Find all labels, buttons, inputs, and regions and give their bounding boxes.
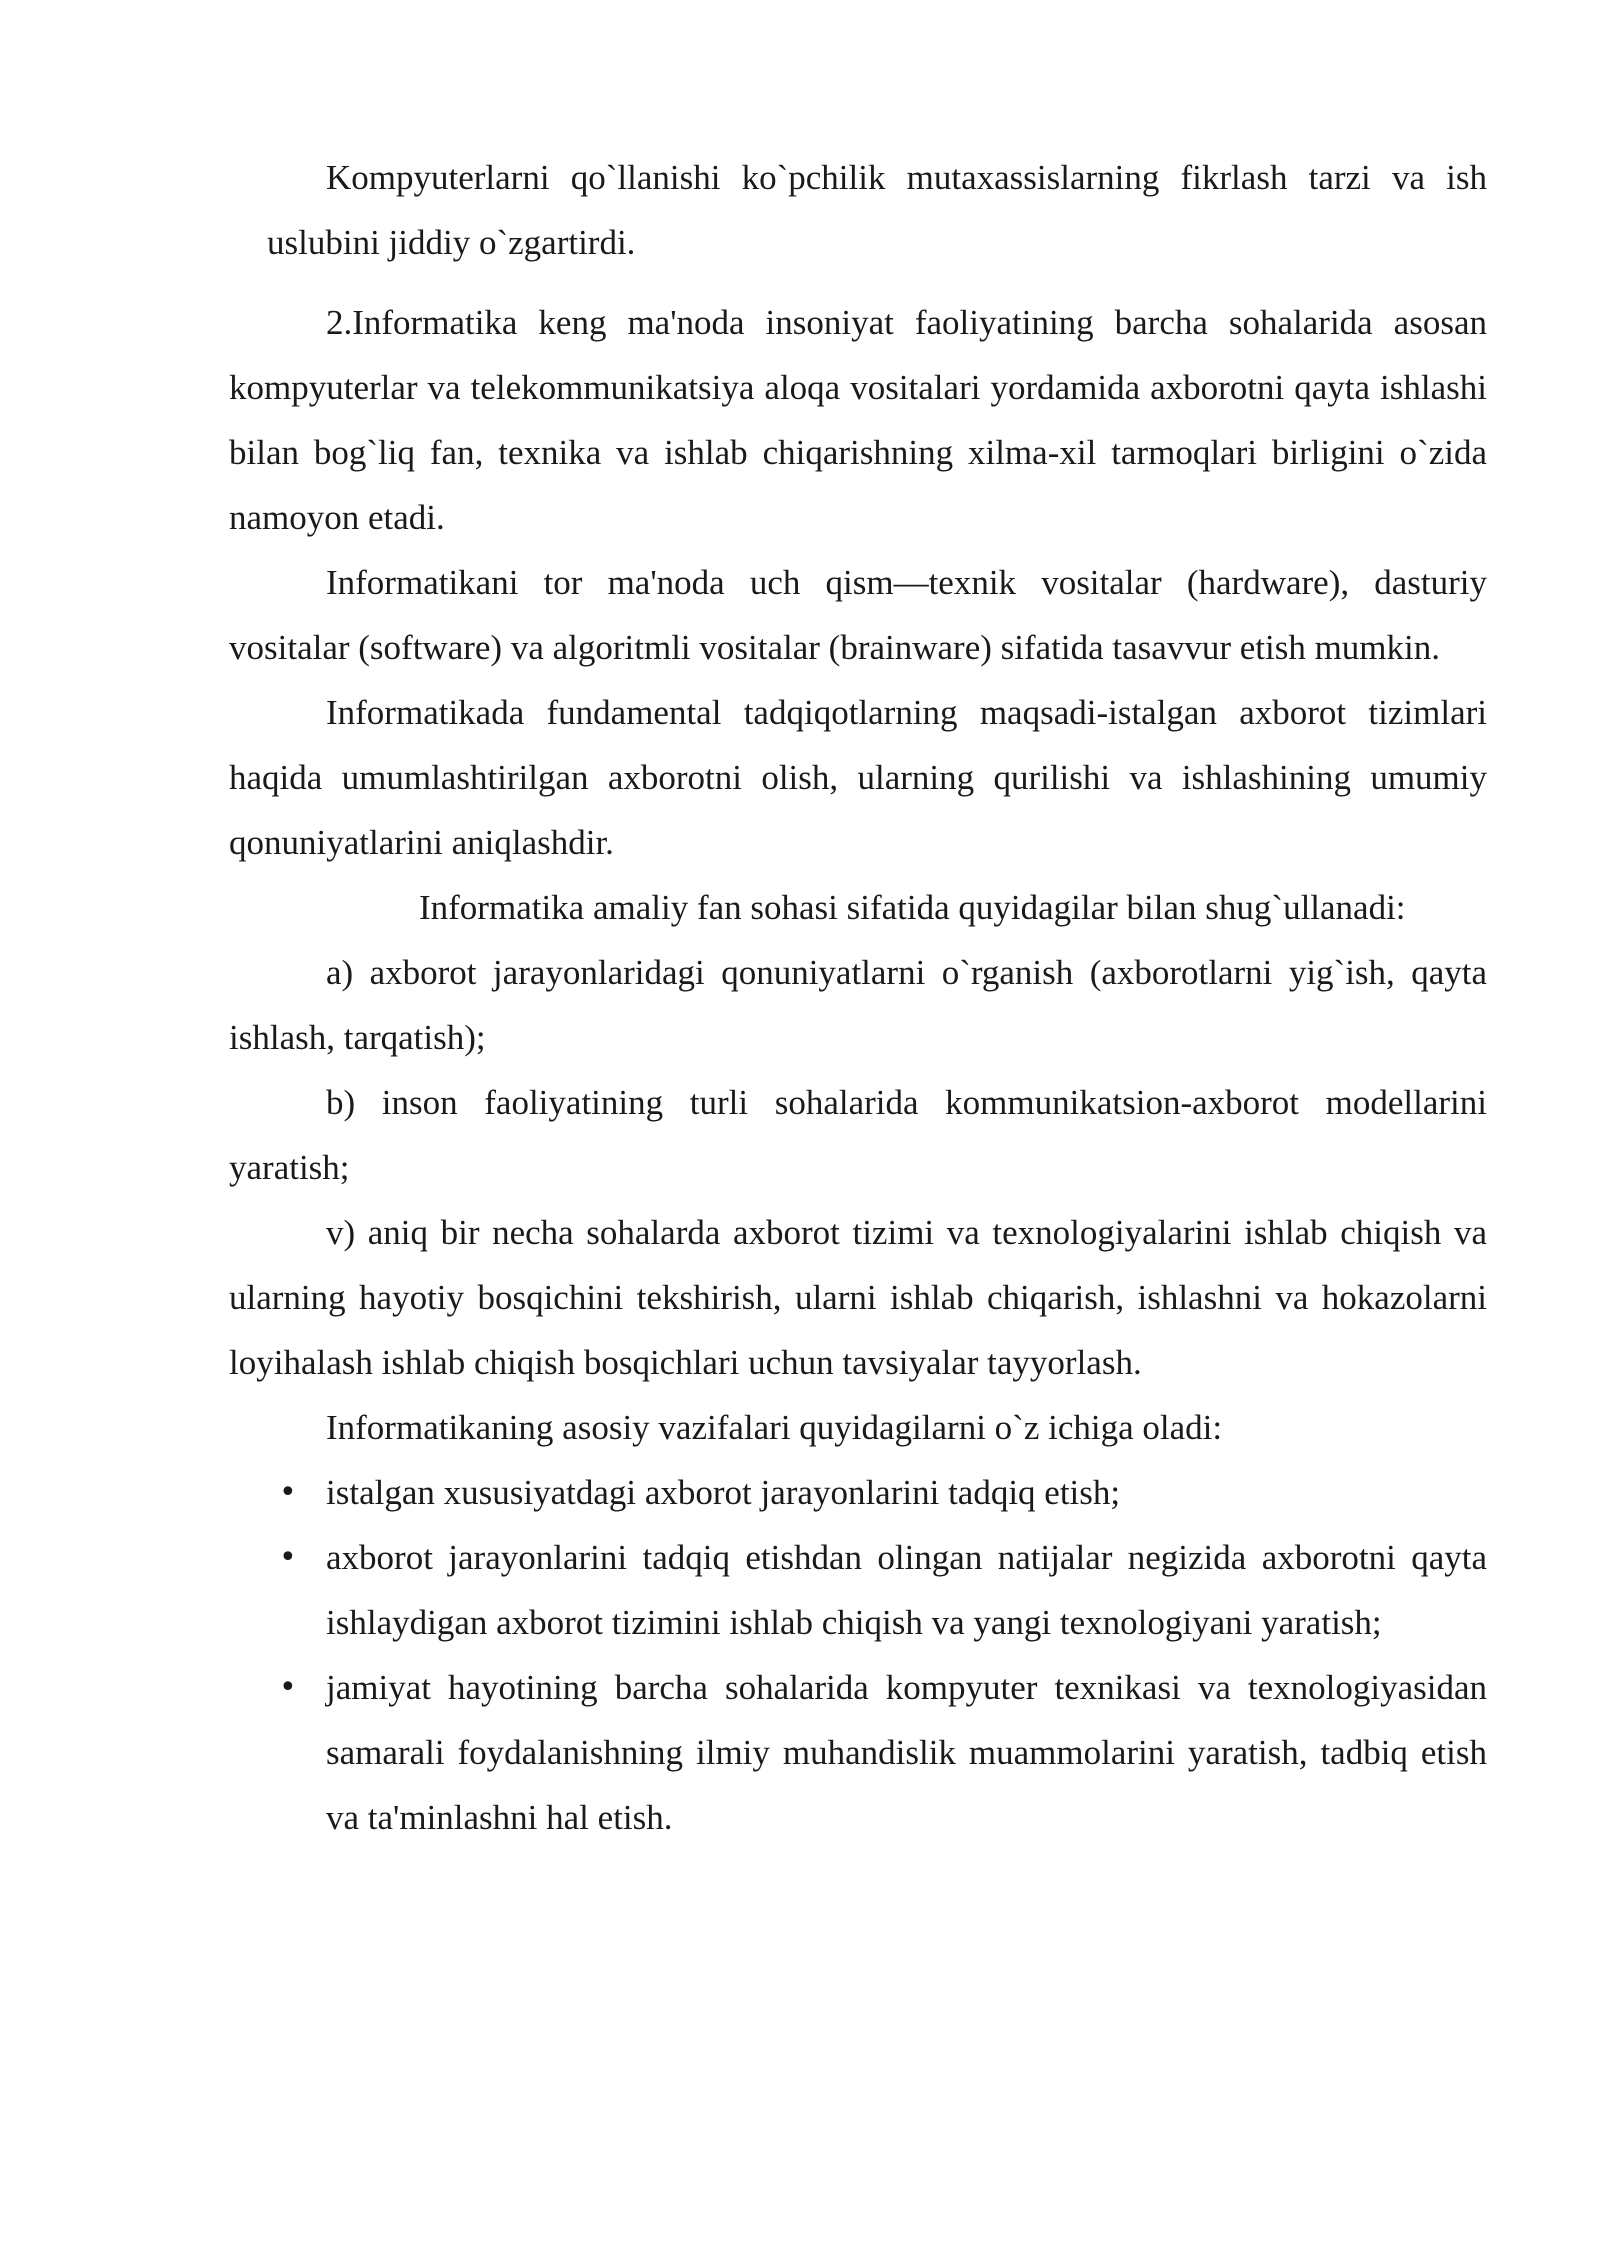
paragraph-computers-impact: Kompyuterlarni qo`llanishi ko`pchilik mutaxassislarning fikrlash tarzi va ish uslubini jiddiy o`zgartirdi. (267, 158, 1487, 262)
document-page (229, 145, 1487, 1850)
bullet-icon: • (279, 1670, 297, 1705)
bullet-icon: • (279, 1475, 297, 1510)
paragraph-fundamental-research: Informatikada fundamental tadqiqotlarning maqsadi-istalgan axborot tizimlari haqida umumlashtirilgan axborotni olish, ularning qurilishi va ishlashining umumiy qonuniyatlarini aniqlashdir. (229, 693, 1487, 862)
main-tasks-list (229, 1460, 1487, 1850)
paragraph-informatics-narrow: Informatikani tor ma'noda uch qism—texnik vositalar (hardware), dasturiy vositalar (software) va algoritmli vositalar (brainware) sifatida tasavvur etish mumkin. (229, 563, 1487, 667)
list-item (229, 1460, 1487, 1525)
list-item (229, 1655, 1487, 1850)
list-item-text: istalgan xususiyatdagi axborot jarayonlarini tadqiq etish; (326, 1473, 1121, 1512)
paragraph-item-b: b) inson faoliyatining turli sohalarida kommunikatsion-axborot modellarini yaratish; (229, 1083, 1487, 1187)
paragraph-main-tasks-heading: Informatikaning asosiy vazifalari quyidagilarni o`z ichiga oladi: (326, 1408, 1223, 1447)
list-item-text: jamiyat hayotining barcha sohalarida kompyuter texnikasi va texnologiyasidan samarali foydalanishning ilmiy muhandislik muammolarini yaratish, tadbiq etish va ta'minlashni hal etish. (326, 1668, 1487, 1837)
paragraph-item-a: a) axborot jarayonlaridagi qonuniyatlarni o`rganish (axborotlarni yig`ish, qayta ishlash, tarqatish); (229, 953, 1487, 1057)
list-item (229, 1525, 1487, 1655)
bullet-icon: • (279, 1540, 297, 1575)
list-item-text: axborot jarayonlarini tadqiq etishdan olingan natijalar negizida axborotni qayta ishlaydigan axborot tizimini ishlab chiqish va yangi texnologiyani yaratish; (326, 1538, 1487, 1642)
paragraph-item-v: v) aniq bir necha sohalarda axborot tizimi va texnologiyalarini ishlab chiqish va ularning hayotiy bosqichini tekshirish, ularni ishlab chiqarish, ishlashni va hokazolarni loyihalash ishlab chiqish bosqichlari uchun tavsiyalar tayyorlash. (229, 1213, 1487, 1382)
paragraph-informatics-broad: 2.Informatika keng ma'noda insoniyat faoliyatining barcha sohalarida asosan kompyuterlar va telekommunikatsiya aloqa vositalari yordamida axborotni qayta ishlashi bilan bog`liq fan, texnika va ishlab chiqarishning xilma-xil tarmoqlari birligini o`zida namoyon etadi. (229, 303, 1487, 537)
paragraph-applied-field-heading: Informatika amaliy fan sohasi sifatida quyidagilar bilan shug`ullanadi: (419, 888, 1406, 927)
